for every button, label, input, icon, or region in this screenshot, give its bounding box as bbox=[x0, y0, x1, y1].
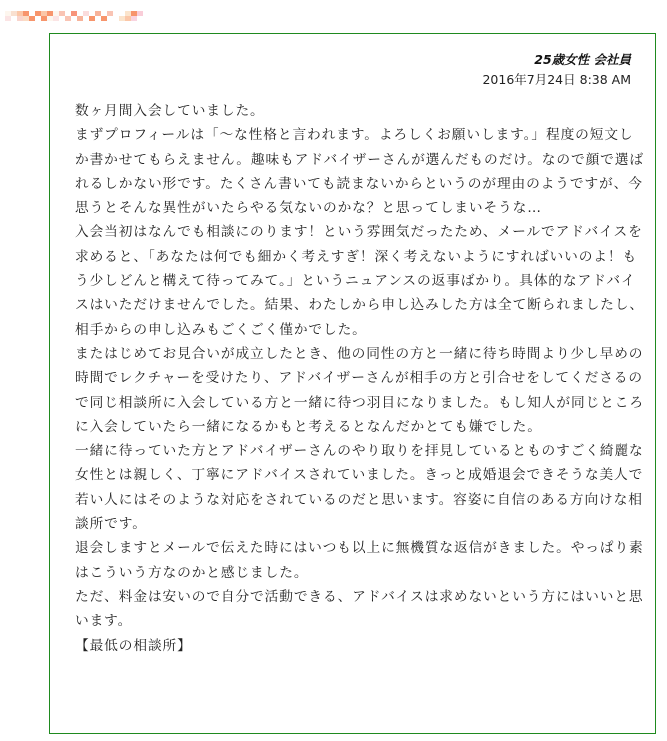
review-paragraph: またはじめてお見合いが成立したとき、他の同性の方と一緒に待ち時間より少し早めの時間でレクチャーを受けたり、アドバイザーさんが相手の方と引合せをしてくださるので同じ相談所に入会している方と一緒に待つ羽目になりました。もし知人が同じところに入会していたら一緒になるかもと考えるとなんだかとても嫌でした。 bbox=[75, 345, 644, 435]
review-paragraph: 退会しますとメールで伝えた時にはいつも以上に無機質な返信がきました。やっぱり素はこういう方なのかと感じました。 bbox=[75, 540, 644, 581]
review-meta bbox=[482, 50, 631, 90]
review-body bbox=[75, 99, 645, 658]
redacted-heading bbox=[5, 11, 195, 21]
review-paragraph: ただ、料金は安いので自分で活動できる、アドバイスは求めないという方にはいいと思います。 bbox=[75, 588, 644, 630]
review-paragraph: 【最低の相談所】 bbox=[75, 637, 192, 654]
review-author: 25歳女性 会社員 bbox=[534, 52, 631, 67]
review-card bbox=[49, 33, 656, 734]
review-timestamp: 2016年7月24日 8:38 AM bbox=[482, 72, 631, 87]
review-paragraph: 数ヶ月間入会していました。 bbox=[75, 103, 265, 119]
review-paragraph: 入会当初はなんでも相談にのります！という雰囲気だったため、メールでアドバイスを求めると、「あなたは何でも細かく考えすぎ！深く考えないようにすればいいのよ！もう少しどんと構えて待ってみて。」というニュアンスの返事ばかり。具体的なアドバイスはいただけませんでした。結果、わたしから申し込みした方は全て断られましたし、相手からの申し込みもごくごく僅かでした。 bbox=[75, 224, 644, 338]
review-paragraph: まずプロフィールは「〜な性格と言われます。よろしくお願いします。」程度の短文しか書かせてもらえません。趣味もアドバイザーさんが選んだものだけ。なので顔で選ばれるしかない形です。たくさん書いても読まないからというのが理由のようですが、今思うとそんな異性がいたらやる気ないのかな？と思ってしまいそうな… bbox=[75, 127, 644, 217]
review-paragraph: 一緒に待っていた方とアドバイザーさんのやり取りを拝見しているとものすごく綺麗な女性とは親しく、丁寧にアドバイスされていました。きっと成婚退会できそうな美人で若い人にはそのような対応をされているのだと思います。容姿に自信のある方向けな相談所です。 bbox=[75, 443, 644, 533]
